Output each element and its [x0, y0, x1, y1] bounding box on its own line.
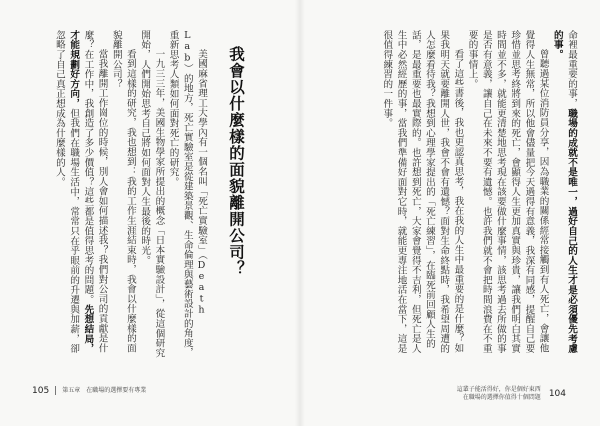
book-gutter — [295, 0, 305, 426]
right-page-body — [322, 30, 578, 362]
footer-divider — [55, 386, 56, 395]
chapter-label: 第五章 — [62, 386, 81, 394]
running-header-line: 在職場的選擇你值得十個問題 — [462, 394, 541, 401]
paragraph — [550, 30, 578, 362]
paragraph-text: 但我們在職場生活中，常常只在乎眼前的升遷與加薪，卻忽略了自己真正想成為什麼樣的人。 — [53, 30, 80, 354]
left-page-body — [30, 30, 208, 362]
right-footer — [457, 386, 566, 402]
paragraph: 看到這樣的研究，我也想到：我的工作生涯結束時，我會以什麼樣的面貌離開公司？ — [110, 30, 136, 353]
left-footer — [32, 386, 146, 395]
paragraph — [52, 30, 109, 362]
paragraph-text: 命裡最重要的事， — [566, 30, 577, 109]
paragraph: 美國麻省理工大學內有一個名叫「死亡實驗室」（Death Lab）的地方，死亡實驗室是從建築景觀、生命倫理與藝術設計的角度，重新思考人類如何面對死亡的研究。 — [167, 30, 207, 358]
chapter-title: 在職場的選擇要有專業 — [86, 386, 147, 394]
section-heading: 我會以什麼樣的面貌離開公司？ — [227, 46, 245, 277]
page-number: 105 — [32, 385, 50, 396]
paragraph: 一九三三年，美國生物學家所提出的概念「日本實驗設計」，從這個研究開始，人們開始思考自己將如何面對人生最後的時光。 — [139, 30, 165, 358]
page-number: 104 — [548, 389, 566, 399]
bold-statement: 先想結局，才能規劃好方向， — [68, 30, 94, 354]
paragraph-text: 當我離開工作崗位的時候，別人會如何描述我？我們對公司的貢獻是什麼？在工作中，我創造了多少價值？這些都是值得思考的問題。 — [82, 30, 108, 353]
running-header — [457, 386, 541, 402]
paragraph: 看了這些書後，我也更認真思考，我在我的人生中最重要的是什麼？如果我明天就要離開人世，我會不會有遺憾？面對生命終點時，我希望周遭的人怎麼看待我？我想到心理學家提出的「死亡練習」，在臨死前回顧人生的話，是最重要也最實際的。也許想到死亡，大家會覺得不吉利，但死亡是人生中必然經歷的事，當我們準備好面對它時，就能更專注地活在當下，這是很值得練習的一件事。 — [381, 30, 464, 354]
running-header-line: 這輩子能活得好，你是個好東西 — [456, 386, 541, 393]
paragraph: 曾聽過某位消防員分享，因為職業的關係經常接觸到有人死亡，會讓他覺得人生無常，所以他會儘量把今天過得有意義，我深有同感，提醒自己要珍惜並思考終將到來的死亡，會顯得人生更加真實與珍貴，讓我們明白其實時間並不多，就能更清楚地思考現在該要做什麼事情，該思考過去所做的事是否有意義，讓自己在未來不要有遺憾。也許我們就不會把時間浪費在不重要的事情上。 — [466, 30, 549, 354]
bold-statement: 職場的成就不是唯一，過好自己的人生才是必須優先考慮的事。 — [551, 30, 577, 354]
